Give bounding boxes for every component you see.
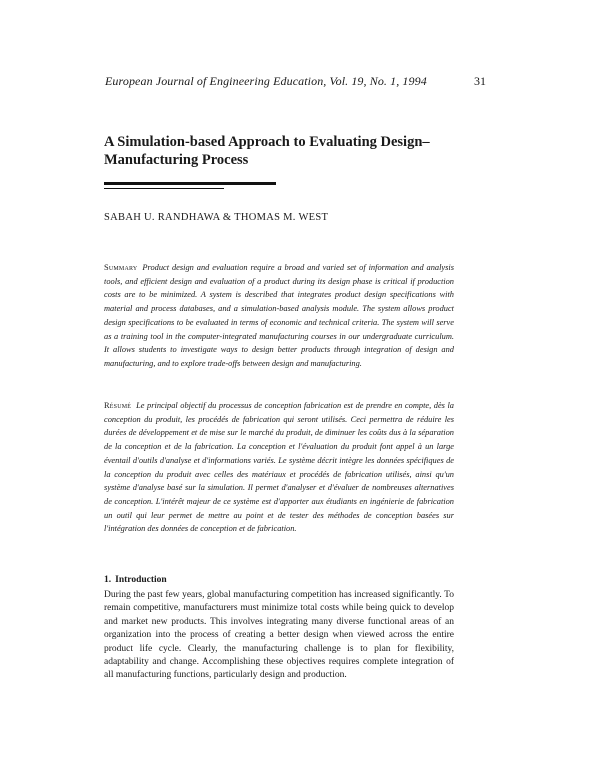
section-heading-introduction — [104, 575, 167, 585]
section-number: 1. — [104, 575, 112, 585]
running-head: European Journal of Engineering Education, Vol. 19, No. 1, 1994 — [105, 74, 427, 88]
page-number: 31 — [474, 74, 486, 88]
introduction-paragraph: During the past few years, global manufacturing competition has increased significantly. To remain competitive, manufacturers must minimize total costs while being quick to develop and market new products. This involves integrating many diverse functional areas of an organization into the process of creating a better design when viewed across the entire product life cycle. Clearly, the manufacturing challenge is to plan for flexibility, adaptability and change. Accomplishing these objectives requires complete integration of all manufacturing functions, particularly design and production. — [104, 590, 454, 681]
resume-label: Résumé — [104, 401, 132, 410]
title-rule-thin — [104, 188, 224, 189]
title-rule-thick — [104, 182, 276, 185]
summary-label: Summary — [104, 263, 138, 272]
summary-text: Product design and evaluation require a broad and varied set of information and analysis tools, and efficient design and evaluation of a product during its design phase is critical if production costs are to be minimized. A system is described that integrates product design specifications with material and process databases, and a simulation-based analysis module. The system allows product design specifications to be evaluated in terms of economic and technical criteria. The system will serve as a training tool in the computer-integrated manufacturing courses in our undergraduate curriculum. It allows students to investigate ways to design better products through integration of design and manufacturing, and to explore trade-offs between design and manufacturing. — [104, 263, 454, 368]
authors: SABAH U. RANDHAWA & THOMAS M. WEST — [104, 212, 329, 223]
resume-text: Le principal objectif du processus de conception fabrication est de prendre en compte, dès la conception du produit, les procédés de fabrication qui seront utilisés. Ceci permettra de réduire les durées de développement et de mise sur le marché du produit, de diminuer les coûts dus à la séparation de la conception et de la fabrication. La conception et l'évaluation du produit font appel à un large éventail d'outils d'analyse et d'informations variés. Le système décrit intègre les données spécifiques de la conception du produit avec celles des matériaux et procédés de fabrication utilisés, ainsi qu'un système d'analyse basé sur la simulation. Il permet d'analyser et d'évaluer de nombreuses alternatives de conception. L'intérêt majeur de ce système est d'apporter aux étudiants en ingénierie de fabrication un outil qui leur permet de mettre au point et de tester des méthodes de conception basées sur l'intégration des données de conception et de fabrication. — [104, 401, 454, 534]
resume-abstract — [104, 399, 454, 536]
section-title: Introduction — [115, 575, 167, 585]
article-title: A Simulation-based Approach to Evaluating Design–Manufacturing Process — [104, 134, 430, 168]
summary-abstract — [104, 261, 454, 371]
